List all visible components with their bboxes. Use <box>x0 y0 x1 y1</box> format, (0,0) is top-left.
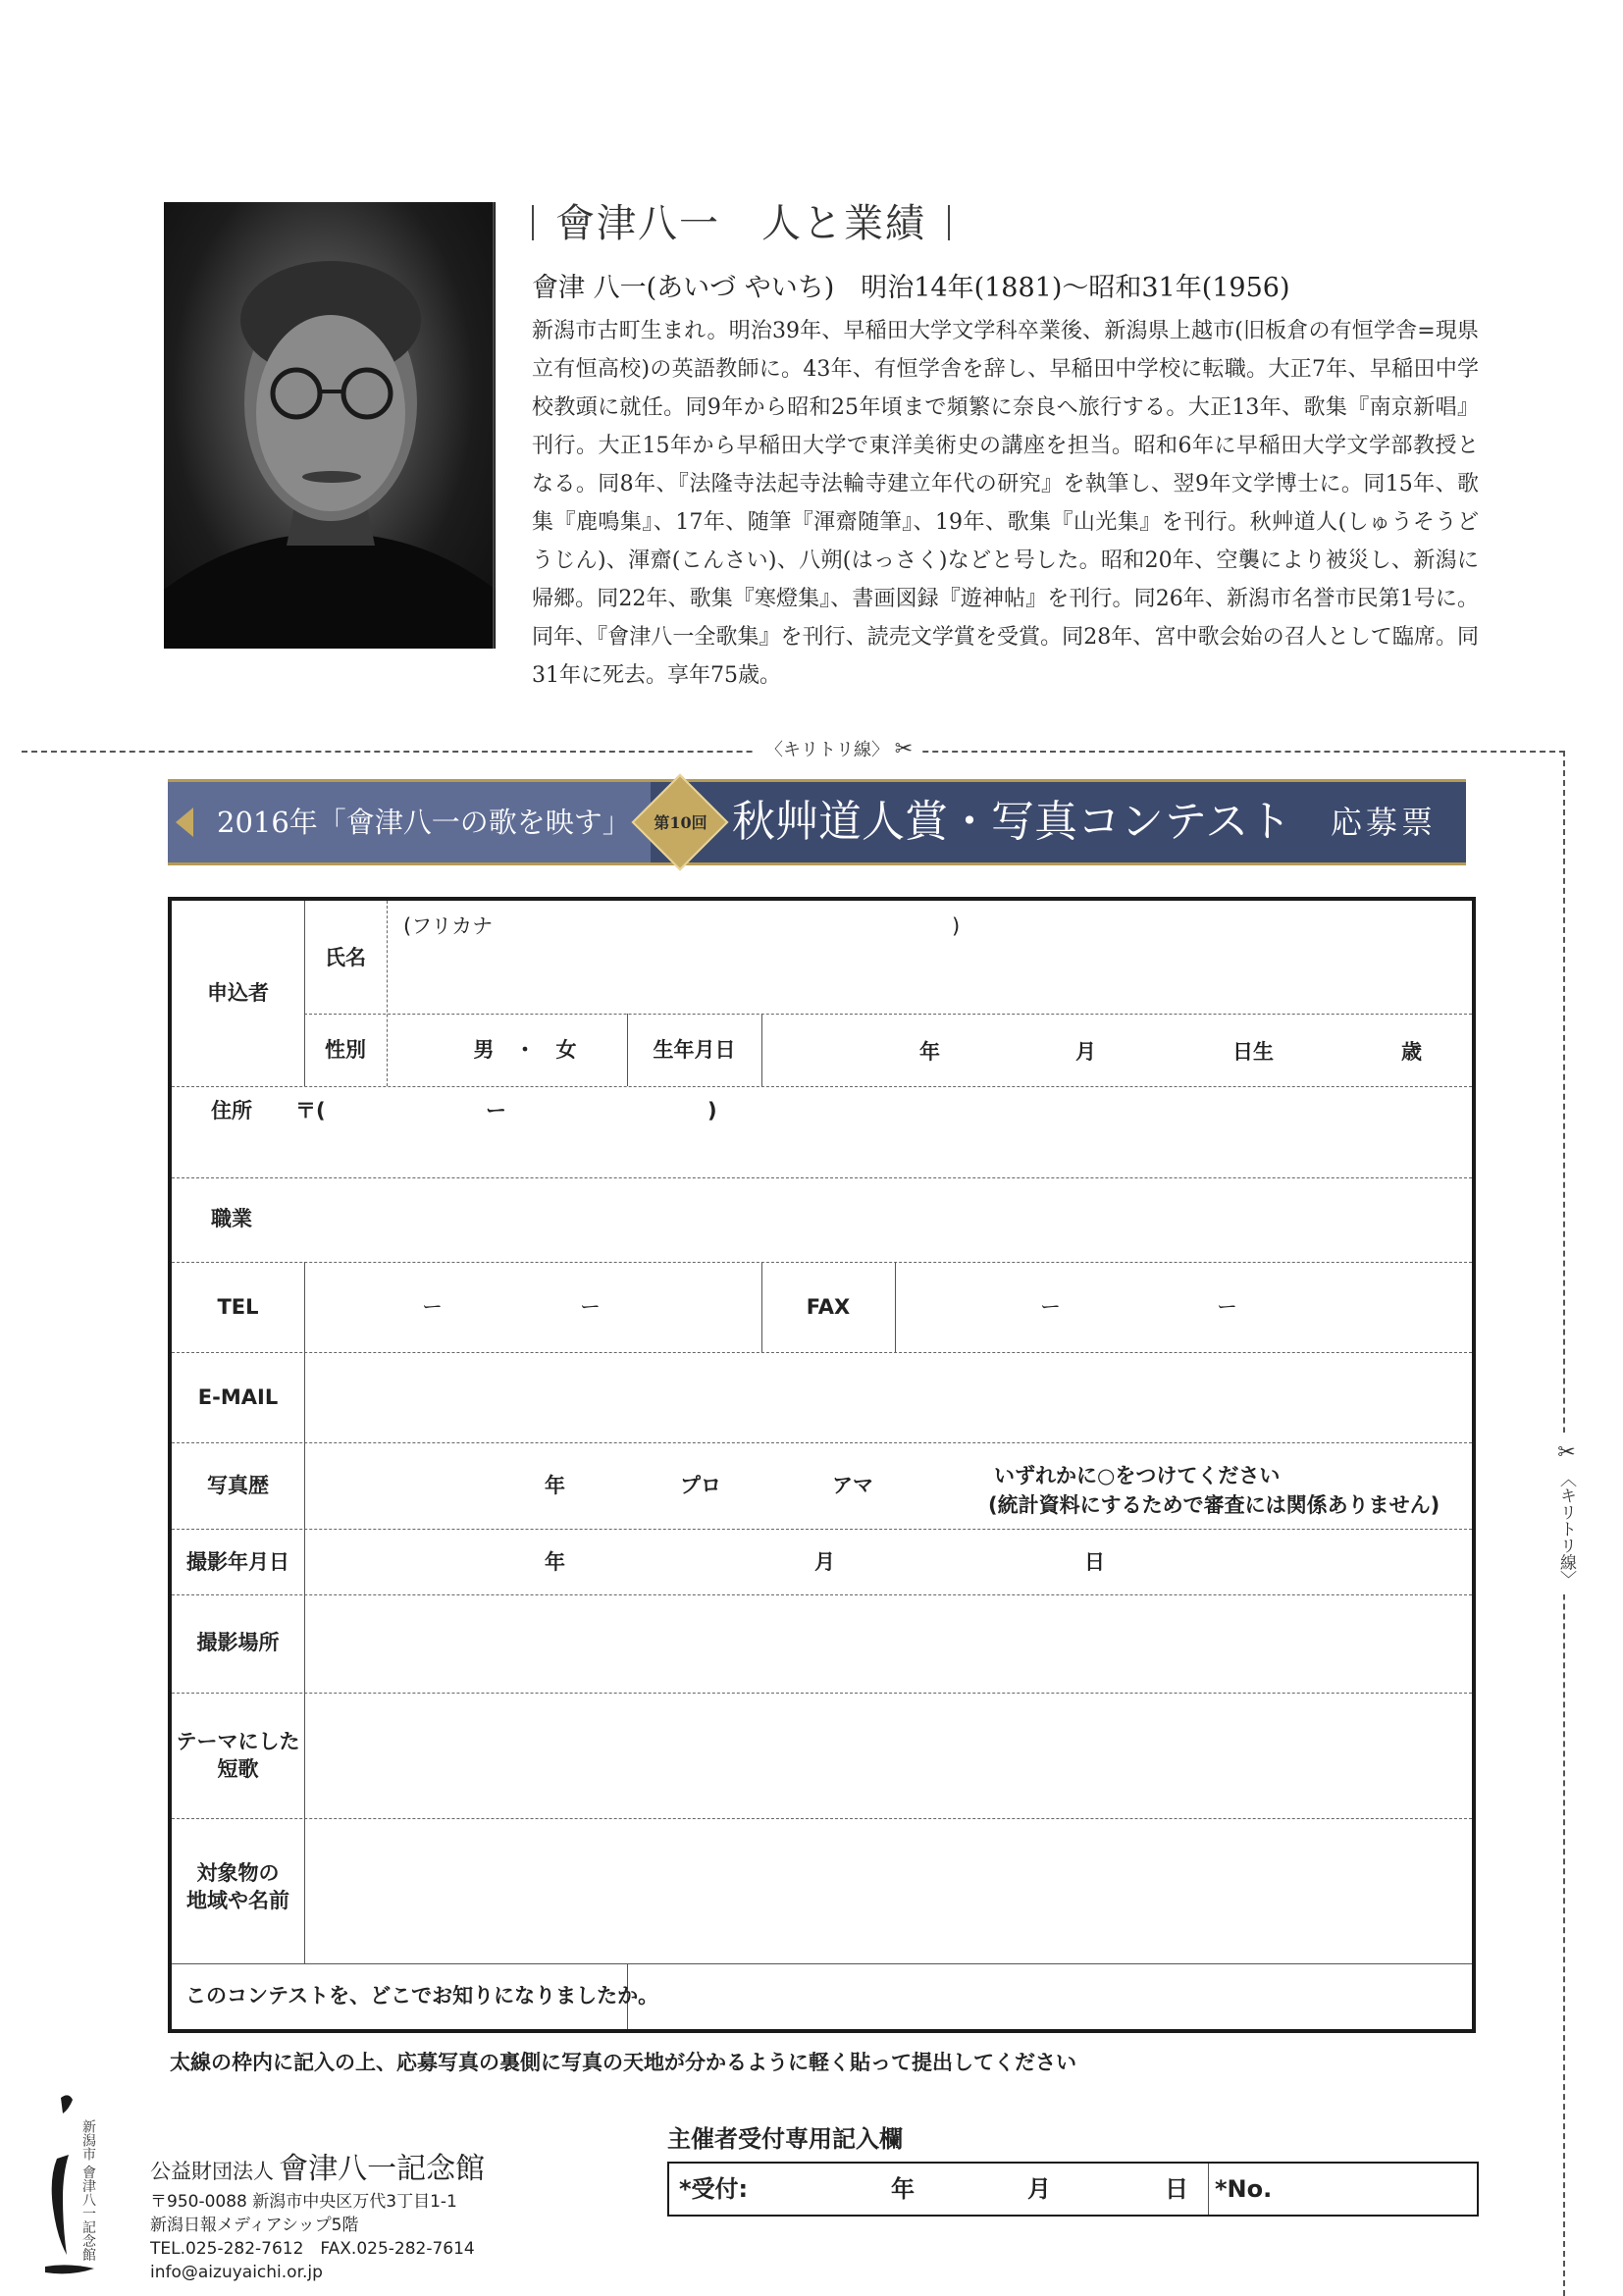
circle-note-2: (統計資料にするためで審査には関係ありません) <box>988 1493 1440 1517</box>
org-prefix: 公益財団法人 <box>150 2160 274 2183</box>
furigana-close: ) <box>952 914 961 938</box>
row-line <box>172 1442 1472 1443</box>
pro-option[interactable]: プロ <box>680 1474 721 1497</box>
bio-name-line: 會津 八一(あいづ やいち) 明治14年(1881)〜昭和31年(1956) <box>532 273 1290 303</box>
edition-badge <box>630 772 731 873</box>
banner-arrow-icon <box>176 808 193 837</box>
birth-month-unit: 月 <box>1075 1040 1096 1064</box>
fax-label: FAX <box>806 1295 851 1319</box>
row-line <box>172 1963 1472 1964</box>
banner-title: 秋艸道人賞・写真コンテスト <box>732 797 1292 847</box>
cut-label-horizontal <box>756 733 922 766</box>
bio-title <box>532 196 1479 251</box>
address-input[interactable] <box>172 1131 1472 1176</box>
logo-vertical-text: 新潟市 會津八一記念館 <box>80 2119 96 2262</box>
gender-options[interactable]: 男 ・ 女 <box>473 1038 577 1062</box>
form-note: 太線の枠内に記入の上、応募写真の裏側に写真の天地が分かるように軽く貼って提出してください <box>170 2051 1076 2074</box>
bio-divider <box>493 202 495 649</box>
email-label: E-MAIL <box>197 1385 279 1409</box>
portrait-figure <box>164 202 496 649</box>
applicant-label: 申込者 <box>207 981 269 1005</box>
phone-line: TEL.025-282-7612 FAX.025-282-7614 <box>150 2239 475 2259</box>
receipt-no: *No. <box>1215 2175 1273 2203</box>
row-line <box>172 1529 1472 1530</box>
cut-label-text: 〈キリトリ線〉 <box>1556 1470 1576 1588</box>
receipt-day: 日 <box>1165 2175 1188 2203</box>
name-input[interactable] <box>388 944 1472 1013</box>
org-name: 會津八一記念館 <box>279 2152 486 2186</box>
postal-open: 〒( <box>295 1099 326 1122</box>
tel-dash-2: ー <box>580 1295 601 1319</box>
receipt-label: *受付: <box>679 2175 749 2203</box>
age-unit: 歳 <box>1401 1040 1422 1064</box>
address-label: 住所 <box>211 1099 252 1122</box>
ama-option[interactable]: アマ <box>832 1474 873 1497</box>
col-line <box>895 1262 896 1352</box>
receipt-year: 年 <box>891 2175 915 2203</box>
org-name-line <box>150 2144 485 2187</box>
portrait-photo <box>164 202 496 649</box>
name-label: 氏名 <box>325 946 366 969</box>
bio-section <box>532 196 1479 695</box>
theme-input[interactable] <box>305 1694 1472 1817</box>
row-line <box>304 1014 1472 1015</box>
shoot-day-unit: 日 <box>1084 1550 1105 1574</box>
scissors-icon: ✂ <box>1554 1440 1579 1465</box>
birthdate-label: 生年月日 <box>653 1038 736 1062</box>
contest-banner <box>168 779 1466 865</box>
org-address <box>150 2190 475 2284</box>
subject-label-line2: 地域や名前 <box>186 1889 289 1912</box>
shoot-year-unit: 年 <box>545 1550 565 1574</box>
title-bar-left <box>532 205 534 240</box>
how-known-input[interactable] <box>629 1965 1472 2029</box>
cut-label-text: 〈キリトリ線〉 <box>765 740 889 760</box>
fax-dash-1: ー <box>1040 1295 1061 1319</box>
photo-years-unit: 年 <box>545 1474 565 1497</box>
bio-text: 新潟市古町生まれ。明治39年、早稲田大学文学科卒業後、新潟県上越市(旧板倉の有恒学舎=現県立有恒高校)の英語教師に。43年、有恒学舎を辞し、早稲田中学校に転職。大正7年、早稲田中学校教頭に就任。同9年から昭和25年頃まで頻繁に奈良へ旅行する。大正13年、歌集『南京新唱』刊行。大正15年から早稲田大学で東洋美術史の講座を担当。昭和6年に早稲田大学文学部教授となる。同8年、『法隆寺法起寺法輪寺建立年代の研究』を執筆し、翌9年文学博士に。同15年、歌集『鹿鳴集』、17年、随筆『渾齋随筆』、19年、歌集『山光集』を刊行。秋艸道人(しゅうそうどうじん)、渾齋(こんさい)、八朔(はっさく)などと号した。昭和20年、空襲により被災し、新潟に帰郷。同22年、歌集『寒燈集』、書画図録『遊神帖』を刊行。同26年、新潟市名誉市民第1号に。同年、『會津八一全歌集』を刊行、読売文学賞を受賞。同28年、宮中歌会始の召人として臨席。同31年に死去。享年75歳。 <box>532 319 1479 688</box>
subject-input[interactable] <box>305 1819 1472 1962</box>
scissors-icon: ✂ <box>894 737 914 761</box>
address-line-1: 〒950-0088 新潟市中央区万代3丁目1-1 <box>150 2192 457 2212</box>
row-line <box>172 1086 1472 1087</box>
tel-label: TEL <box>217 1295 259 1319</box>
email-line: info@aizuyaichi.or.jp <box>150 2263 323 2282</box>
bio-title-text: 會津八一 人と業績 <box>555 201 926 246</box>
postal-close: ) <box>707 1099 717 1122</box>
how-known-label: このコンテストを、どこでお知りになりましたか。 <box>185 1984 659 2008</box>
birth-year-unit: 年 <box>919 1040 940 1064</box>
application-form <box>168 897 1476 2033</box>
row-line <box>172 1262 1472 1263</box>
receipt-box <box>667 2162 1479 2217</box>
col-line <box>304 1262 305 1352</box>
birth-day-unit: 日生 <box>1232 1040 1274 1064</box>
shoot-place-input[interactable] <box>305 1595 1472 1692</box>
tel-dash-1: ー <box>422 1295 443 1319</box>
email-input[interactable] <box>305 1353 1472 1441</box>
subject-label-line1: 対象物の <box>196 1861 280 1885</box>
banner-subtitle: 応募票 <box>1331 804 1438 841</box>
receipt-month: 月 <box>1027 2175 1051 2203</box>
furigana-open: (フリカナ <box>403 914 494 938</box>
receipt-title: 主催者受付専用記入欄 <box>667 2125 903 2153</box>
title-bar-right <box>948 205 950 240</box>
banner-year-text: 2016年「會津八一の歌を映す」 <box>217 806 631 839</box>
cut-label-vertical <box>1549 1433 1579 1594</box>
circle-note: いずれかに○をつけてください <box>994 1464 1281 1487</box>
occupation-label: 職業 <box>211 1207 252 1230</box>
address-line-2: 新潟日報メディアシップ5階 <box>150 2216 359 2235</box>
edition-text: 第10回 <box>654 813 707 832</box>
postal-dash: ー <box>486 1099 506 1122</box>
banner-left-panel <box>168 782 651 862</box>
col-line <box>761 1014 762 1086</box>
shoot-place-label: 撮影場所 <box>196 1631 280 1654</box>
shoot-date-label: 撮影年月日 <box>186 1550 289 1574</box>
shoot-month-unit: 月 <box>814 1550 835 1574</box>
occupation-input[interactable] <box>304 1178 1472 1261</box>
receipt-separator <box>1208 2164 1209 2215</box>
theme-label-line2: 短歌 <box>217 1757 259 1781</box>
gender-label: 性別 <box>325 1038 366 1062</box>
photo-history-label: 写真歴 <box>207 1474 269 1497</box>
theme-label-line1: テーマにした <box>176 1730 300 1753</box>
fax-dash-2: ー <box>1217 1295 1237 1319</box>
